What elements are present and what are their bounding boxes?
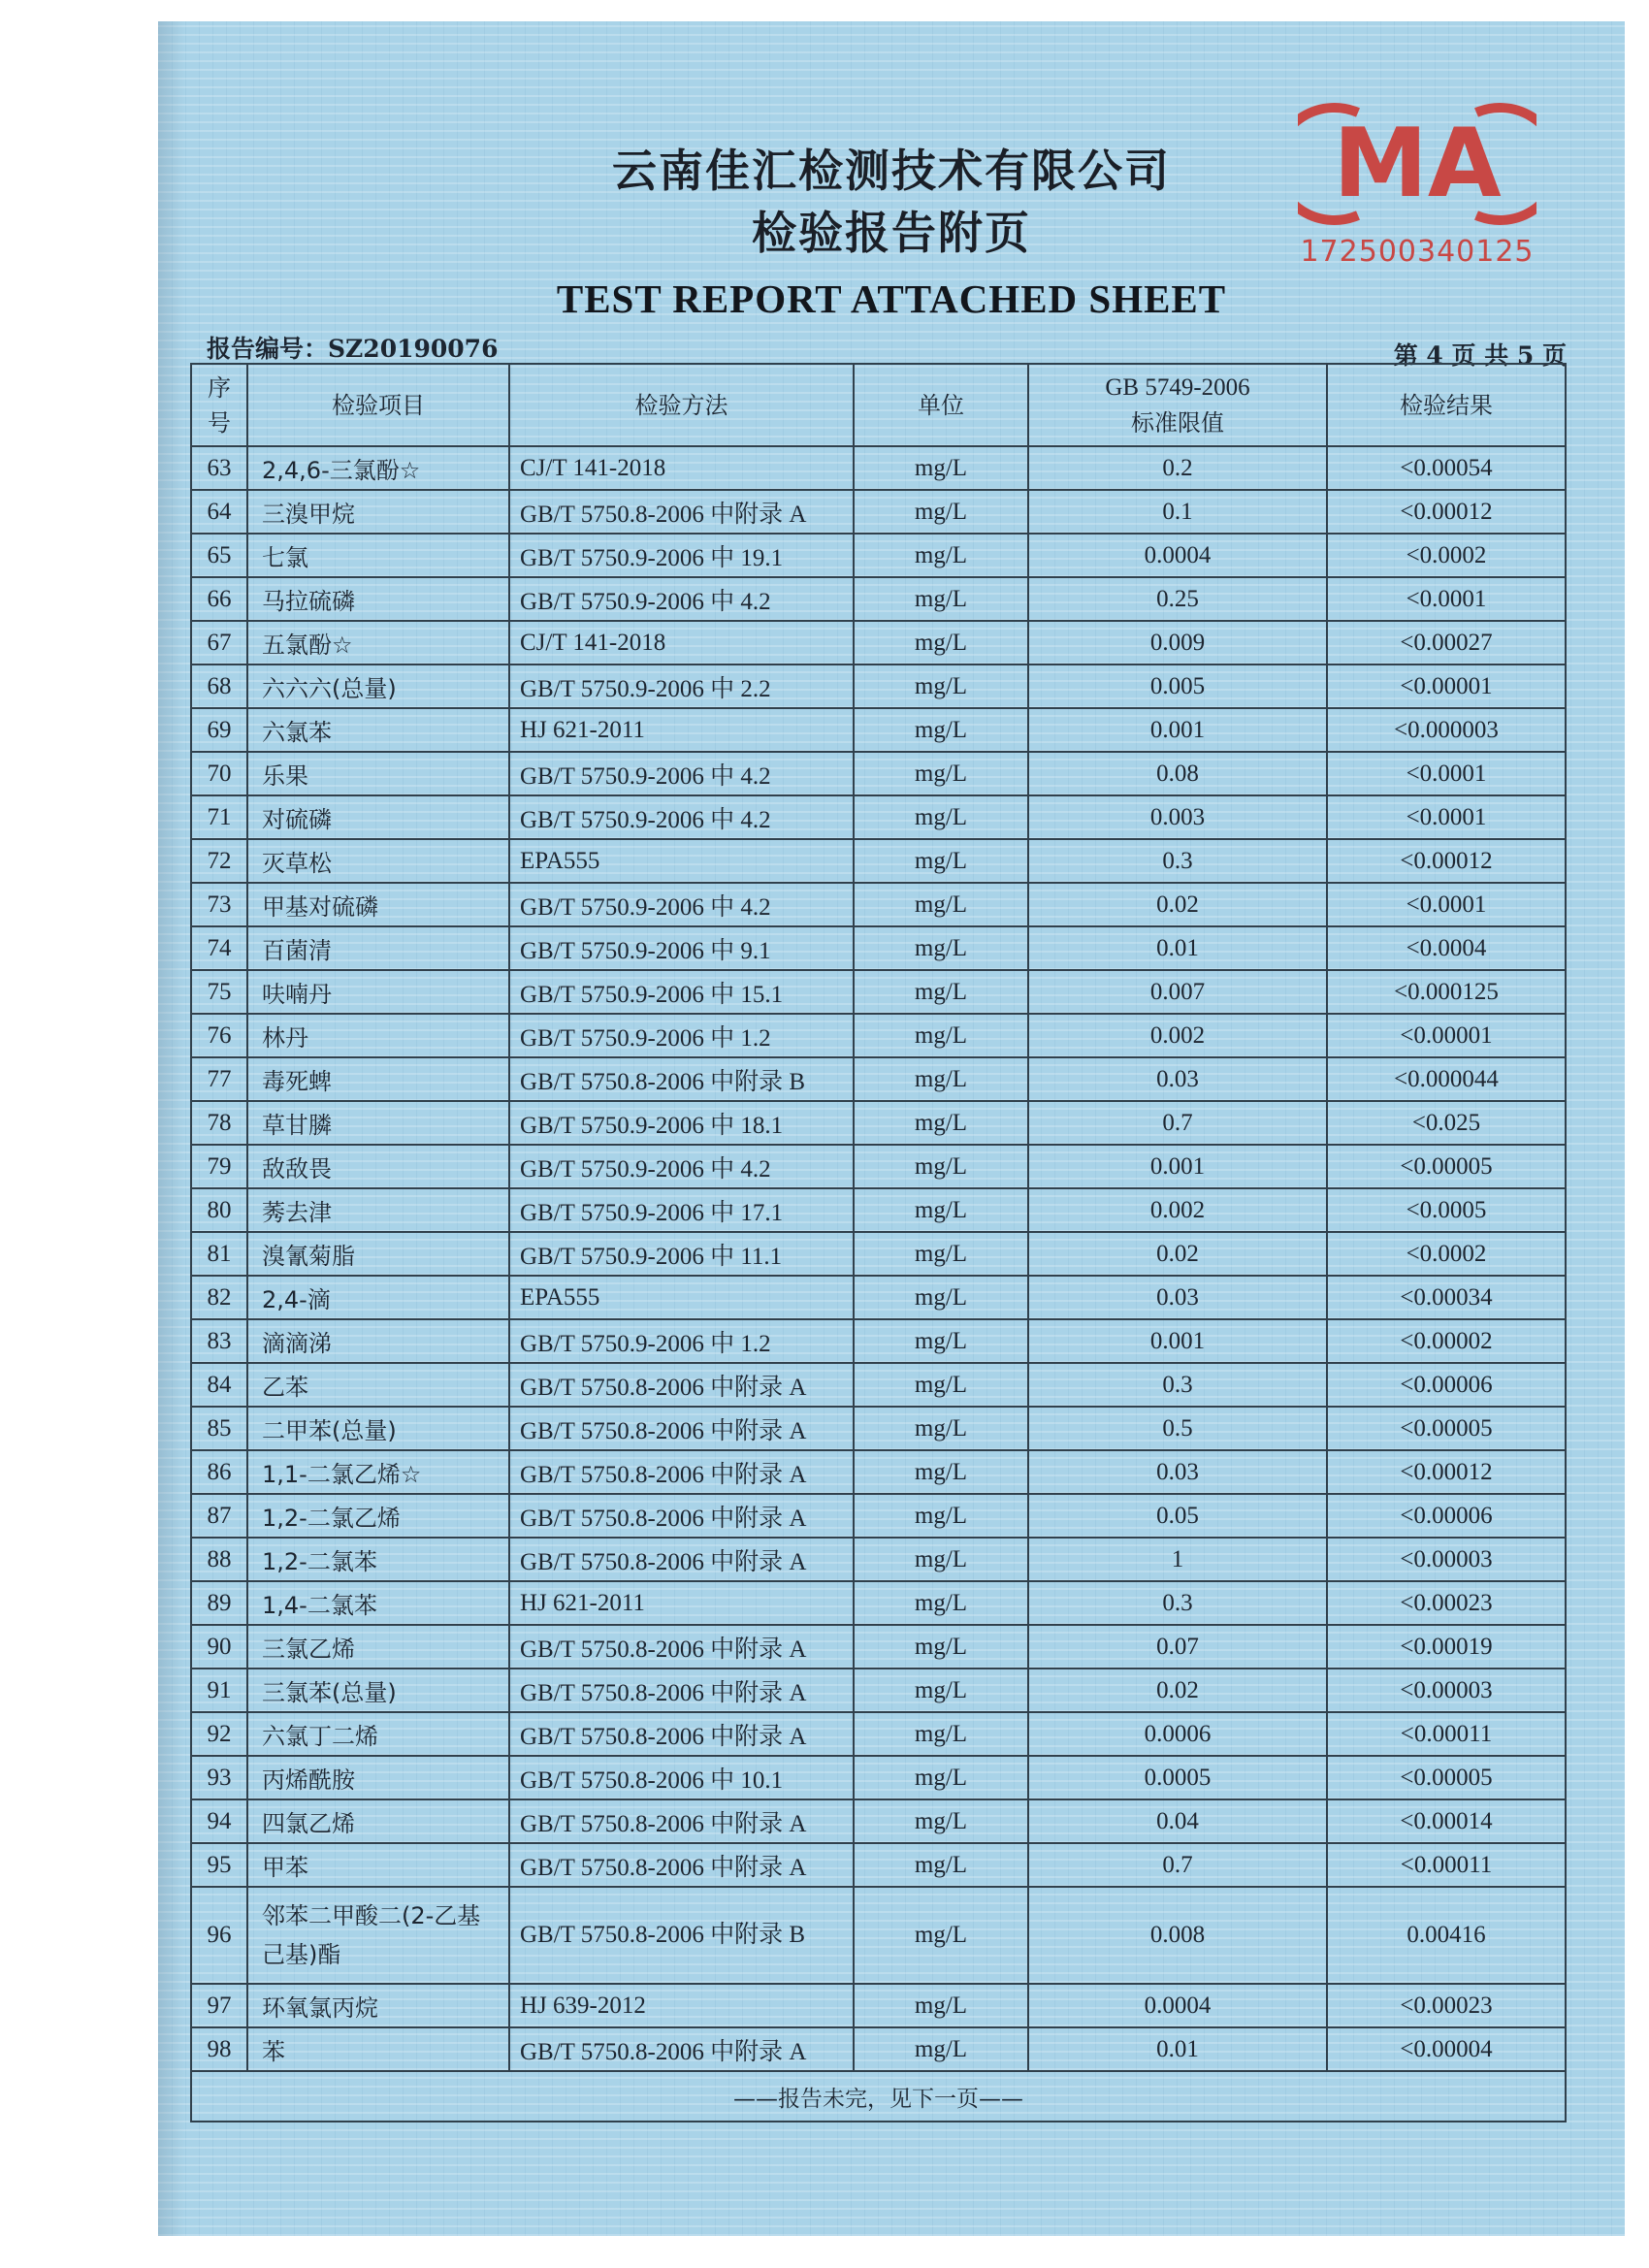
row-unit: mg/L <box>854 708 1028 752</box>
row-result: <0.00003 <box>1327 1538 1566 1581</box>
row-unit: mg/L <box>854 1843 1028 1887</box>
row-item: 灭草松 <box>247 839 509 883</box>
table-row <box>191 839 1566 883</box>
row-unit: mg/L <box>854 2027 1028 2071</box>
row-item: 五氯酚☆ <box>247 621 509 664</box>
header-item: 检验项目 <box>247 364 509 446</box>
row-result: <0.00006 <box>1327 1494 1566 1538</box>
row-limit: 0.5 <box>1028 1407 1327 1450</box>
row-method: GB/T 5750.9-2006 中 4.2 <box>509 883 854 926</box>
row-index: 93 <box>191 1756 247 1799</box>
row-result: <0.00023 <box>1327 1581 1566 1625</box>
row-method: GB/T 5750.9-2006 中 2.2 <box>509 664 854 708</box>
row-result: <0.00011 <box>1327 1843 1566 1887</box>
row-unit: mg/L <box>854 1145 1028 1188</box>
header-index <box>191 364 247 446</box>
row-method: CJ/T 141-2018 <box>509 621 854 664</box>
table-row <box>191 1538 1566 1581</box>
page-indicator: 第 4 页 共 5 页 <box>1393 341 1567 370</box>
row-index: 66 <box>191 577 247 621</box>
row-index: 63 <box>191 446 247 490</box>
row-item: 呋喃丹 <box>247 970 509 1014</box>
row-limit: 0.0004 <box>1028 1984 1327 2027</box>
row-unit: mg/L <box>854 883 1028 926</box>
row-item: 三氯苯(总量) <box>247 1669 509 1712</box>
row-result: <0.00054 <box>1327 446 1566 490</box>
row-result: <0.0004 <box>1327 926 1566 970</box>
row-unit: mg/L <box>854 1319 1028 1363</box>
row-method: GB/T 5750.8-2006 中附录 A <box>509 1799 854 1843</box>
row-index: 81 <box>191 1232 247 1276</box>
row-result: <0.0001 <box>1327 883 1566 926</box>
results-table <box>190 363 1567 2122</box>
row-unit: mg/L <box>854 534 1028 577</box>
cma-logo-letters: MA <box>1333 109 1502 219</box>
report-subtitle: 检验报告附页 <box>752 207 1031 259</box>
row-unit: mg/L <box>854 1407 1028 1450</box>
row-item: 溴氰菊脂 <box>247 1232 509 1276</box>
header-index-line1: 序 <box>208 373 231 402</box>
row-item: 甲基对硫磷 <box>247 883 509 926</box>
row-index: 82 <box>191 1276 247 1319</box>
table-row <box>191 1887 1566 1984</box>
row-result: <0.00012 <box>1327 490 1566 534</box>
table-row <box>191 534 1566 577</box>
table-row <box>191 2027 1566 2071</box>
row-result: <0.025 <box>1327 1101 1566 1145</box>
row-method: GB/T 5750.8-2006 中附录 A <box>509 1494 854 1538</box>
row-item: 乐果 <box>247 752 509 795</box>
row-index: 74 <box>191 926 247 970</box>
row-limit: 0.0004 <box>1028 534 1327 577</box>
row-method: GB/T 5750.9-2006 中 9.1 <box>509 926 854 970</box>
row-index: 69 <box>191 708 247 752</box>
table-row <box>191 1843 1566 1887</box>
row-limit: 0.2 <box>1028 446 1327 490</box>
row-limit: 0.07 <box>1028 1625 1327 1669</box>
row-result: <0.00014 <box>1327 1799 1566 1843</box>
row-unit: mg/L <box>854 446 1028 490</box>
row-result: <0.00001 <box>1327 1014 1566 1057</box>
row-limit: 0.03 <box>1028 1276 1327 1319</box>
table-row <box>191 1363 1566 1407</box>
row-method: CJ/T 141-2018 <box>509 446 854 490</box>
row-index: 79 <box>191 1145 247 1188</box>
table-row <box>191 1188 1566 1232</box>
row-limit: 0.01 <box>1028 2027 1327 2071</box>
row-unit: mg/L <box>854 577 1028 621</box>
row-unit: mg/L <box>854 752 1028 795</box>
row-limit: 0.3 <box>1028 1363 1327 1407</box>
row-index: 78 <box>191 1101 247 1145</box>
row-item: 环氧氯丙烷 <box>247 1984 509 2027</box>
cma-number: 172500340125 <box>1300 235 1535 269</box>
row-method: GB/T 5750.9-2006 中 15.1 <box>509 970 854 1014</box>
row-unit: mg/L <box>854 1276 1028 1319</box>
row-unit: mg/L <box>854 926 1028 970</box>
table-row <box>191 970 1566 1014</box>
row-unit: mg/L <box>854 1188 1028 1232</box>
row-index: 64 <box>191 490 247 534</box>
row-unit: mg/L <box>854 1450 1028 1494</box>
table-row <box>191 664 1566 708</box>
row-limit: 0.003 <box>1028 795 1327 839</box>
row-method: GB/T 5750.9-2006 中 4.2 <box>509 1145 854 1188</box>
row-result: <0.00012 <box>1327 839 1566 883</box>
row-index: 83 <box>191 1319 247 1363</box>
row-limit: 0.7 <box>1028 1101 1327 1145</box>
table-row <box>191 1450 1566 1494</box>
table-row <box>191 1494 1566 1538</box>
row-item: 1,4-二氯苯 <box>247 1581 509 1625</box>
table-row <box>191 1232 1566 1276</box>
row-limit: 0.008 <box>1028 1887 1327 1984</box>
table-row <box>191 883 1566 926</box>
row-limit: 0.009 <box>1028 621 1327 664</box>
row-unit: mg/L <box>854 664 1028 708</box>
row-method: HJ 621-2011 <box>509 708 854 752</box>
row-item: 邻苯二甲酸二(2-乙基己基)酯 <box>247 1887 509 1984</box>
row-unit: mg/L <box>854 621 1028 664</box>
table-row <box>191 1669 1566 1712</box>
row-item: 莠去津 <box>247 1188 509 1232</box>
row-limit: 0.001 <box>1028 1145 1327 1188</box>
row-method: GB/T 5750.8-2006 中附录 B <box>509 1887 854 1984</box>
table-row <box>191 1581 1566 1625</box>
table-row <box>191 1101 1566 1145</box>
row-limit: 0.005 <box>1028 664 1327 708</box>
row-result: <0.00006 <box>1327 1363 1566 1407</box>
header-result: 检验结果 <box>1327 364 1566 446</box>
cma-seal-icon <box>1298 101 1536 227</box>
row-item: 1,2-二氯乙烯 <box>247 1494 509 1538</box>
report-sheet <box>158 21 1625 2236</box>
row-item: 1,1-二氯乙烯☆ <box>247 1450 509 1494</box>
row-limit: 0.01 <box>1028 926 1327 970</box>
row-item: 2,4,6-三氯酚☆ <box>247 446 509 490</box>
table-footer-row <box>191 2071 1566 2122</box>
row-limit: 0.02 <box>1028 1669 1327 1712</box>
row-index: 67 <box>191 621 247 664</box>
row-unit: mg/L <box>854 795 1028 839</box>
table-row <box>191 446 1566 490</box>
row-limit: 0.1 <box>1028 490 1327 534</box>
row-item: 毒死蜱 <box>247 1057 509 1101</box>
table-row <box>191 752 1566 795</box>
header-limit <box>1028 364 1327 446</box>
row-item: 2,4-滴 <box>247 1276 509 1319</box>
row-index: 98 <box>191 2027 247 2071</box>
row-method: HJ 621-2011 <box>509 1581 854 1625</box>
row-item: 马拉硫磷 <box>247 577 509 621</box>
row-limit: 0.002 <box>1028 1014 1327 1057</box>
row-item: 七氯 <box>247 534 509 577</box>
row-unit: mg/L <box>854 1494 1028 1538</box>
table-row <box>191 926 1566 970</box>
row-index: 77 <box>191 1057 247 1101</box>
row-method: GB/T 5750.8-2006 中附录 A <box>509 490 854 534</box>
row-unit: mg/L <box>854 1756 1028 1799</box>
row-index: 89 <box>191 1581 247 1625</box>
row-item: 苯 <box>247 2027 509 2071</box>
row-method: GB/T 5750.9-2006 中 19.1 <box>509 534 854 577</box>
row-limit: 0.0006 <box>1028 1712 1327 1756</box>
row-unit: mg/L <box>854 1799 1028 1843</box>
row-unit: mg/L <box>854 1625 1028 1669</box>
row-limit: 0.02 <box>1028 883 1327 926</box>
table-row <box>191 1984 1566 2027</box>
row-index: 70 <box>191 752 247 795</box>
row-result: <0.000003 <box>1327 708 1566 752</box>
row-limit: 0.0005 <box>1028 1756 1327 1799</box>
header-method: 检验方法 <box>509 364 854 446</box>
table-row <box>191 1625 1566 1669</box>
row-index: 87 <box>191 1494 247 1538</box>
row-method: EPA555 <box>509 839 854 883</box>
row-unit: mg/L <box>854 1538 1028 1581</box>
row-item: 四氯乙烯 <box>247 1799 509 1843</box>
row-method: HJ 639-2012 <box>509 1984 854 2027</box>
row-unit: mg/L <box>854 1984 1028 2027</box>
row-method: GB/T 5750.8-2006 中附录 A <box>509 1363 854 1407</box>
row-method: GB/T 5750.9-2006 中 4.2 <box>509 795 854 839</box>
table-row <box>191 1319 1566 1363</box>
row-unit: mg/L <box>854 1057 1028 1101</box>
row-method: GB/T 5750.9-2006 中 11.1 <box>509 1232 854 1276</box>
row-item: 草甘膦 <box>247 1101 509 1145</box>
row-method: GB/T 5750.8-2006 中附录 A <box>509 2027 854 2071</box>
row-limit: 0.04 <box>1028 1799 1327 1843</box>
row-unit: mg/L <box>854 1669 1028 1712</box>
row-result: <0.00005 <box>1327 1145 1566 1188</box>
row-limit: 0.001 <box>1028 1319 1327 1363</box>
row-limit: 0.03 <box>1028 1057 1327 1101</box>
row-item: 1,2-二氯苯 <box>247 1538 509 1581</box>
row-index: 75 <box>191 970 247 1014</box>
row-item: 百菌清 <box>247 926 509 970</box>
row-unit: mg/L <box>854 1712 1028 1756</box>
row-index: 71 <box>191 795 247 839</box>
row-unit: mg/L <box>854 1581 1028 1625</box>
row-item: 六氯丁二烯 <box>247 1712 509 1756</box>
row-index: 68 <box>191 664 247 708</box>
row-result: <0.00012 <box>1327 1450 1566 1494</box>
row-method: GB/T 5750.8-2006 中附录 A <box>509 1843 854 1887</box>
row-index: 76 <box>191 1014 247 1057</box>
row-item: 三氯乙烯 <box>247 1625 509 1669</box>
row-result: <0.00027 <box>1327 621 1566 664</box>
row-item: 二甲苯(总量) <box>247 1407 509 1450</box>
row-item: 甲苯 <box>247 1843 509 1887</box>
row-index: 94 <box>191 1799 247 1843</box>
row-result: 0.00416 <box>1327 1887 1566 1984</box>
row-limit: 0.08 <box>1028 752 1327 795</box>
row-method: GB/T 5750.9-2006 中 4.2 <box>509 752 854 795</box>
row-unit: mg/L <box>854 1014 1028 1057</box>
header-limit-line1: GB 5749-2006 <box>1105 374 1250 401</box>
row-method: EPA555 <box>509 1276 854 1319</box>
row-unit: mg/L <box>854 1101 1028 1145</box>
row-limit: 0.3 <box>1028 839 1327 883</box>
row-item: 乙苯 <box>247 1363 509 1407</box>
row-index: 73 <box>191 883 247 926</box>
row-result: <0.00005 <box>1327 1407 1566 1450</box>
table-row <box>191 1712 1566 1756</box>
row-item: 林丹 <box>247 1014 509 1057</box>
row-index: 91 <box>191 1669 247 1712</box>
row-limit: 0.25 <box>1028 577 1327 621</box>
binding-shadow <box>158 21 185 2236</box>
row-method: GB/T 5750.9-2006 中 4.2 <box>509 577 854 621</box>
row-item: 对硫磷 <box>247 795 509 839</box>
english-title: TEST REPORT ATTACHED SHEET <box>556 276 1227 321</box>
row-unit: mg/L <box>854 839 1028 883</box>
row-index: 96 <box>191 1887 247 1984</box>
row-method: GB/T 5750.8-2006 中附录 A <box>509 1538 854 1581</box>
row-result: <0.00011 <box>1327 1712 1566 1756</box>
table-row <box>191 1057 1566 1101</box>
table-header-row <box>191 364 1566 446</box>
row-result: <0.00019 <box>1327 1625 1566 1669</box>
row-result: <0.00005 <box>1327 1756 1566 1799</box>
row-unit: mg/L <box>854 490 1028 534</box>
row-item: 滴滴涕 <box>247 1319 509 1363</box>
row-item: 六氯苯 <box>247 708 509 752</box>
row-method: GB/T 5750.9-2006 中 17.1 <box>509 1188 854 1232</box>
row-item: 六六六(总量) <box>247 664 509 708</box>
company-name: 云南佳汇检测技术有限公司 <box>612 145 1171 197</box>
row-limit: 1 <box>1028 1538 1327 1581</box>
table-row <box>191 621 1566 664</box>
row-unit: mg/L <box>854 970 1028 1014</box>
header-index-line2: 号 <box>208 408 231 437</box>
row-index: 88 <box>191 1538 247 1581</box>
row-item: 三溴甲烷 <box>247 490 509 534</box>
row-method: GB/T 5750.8-2006 中附录 A <box>509 1712 854 1756</box>
table-row <box>191 1799 1566 1843</box>
row-index: 97 <box>191 1984 247 2027</box>
table-row <box>191 1407 1566 1450</box>
table-row <box>191 1014 1566 1057</box>
row-result: <0.0001 <box>1327 577 1566 621</box>
table-row <box>191 1145 1566 1188</box>
table-row <box>191 1756 1566 1799</box>
row-limit: 0.007 <box>1028 970 1327 1014</box>
row-result: <0.0005 <box>1327 1188 1566 1232</box>
row-method: GB/T 5750.9-2006 中 1.2 <box>509 1319 854 1363</box>
table-row <box>191 795 1566 839</box>
row-index: 90 <box>191 1625 247 1669</box>
row-limit: 0.002 <box>1028 1188 1327 1232</box>
row-method: GB/T 5750.8-2006 中附录 A <box>509 1669 854 1712</box>
table-row <box>191 1276 1566 1319</box>
row-result: <0.0001 <box>1327 752 1566 795</box>
row-index: 72 <box>191 839 247 883</box>
row-method: GB/T 5750.8-2006 中附录 B <box>509 1057 854 1101</box>
table-row <box>191 708 1566 752</box>
continued-note: ——报告未完，见下一页—— <box>191 2071 1566 2122</box>
row-result: <0.00003 <box>1327 1669 1566 1712</box>
row-index: 86 <box>191 1450 247 1494</box>
row-result: <0.00001 <box>1327 664 1566 708</box>
row-method: GB/T 5750.8-2006 中 10.1 <box>509 1756 854 1799</box>
row-method: GB/T 5750.8-2006 中附录 A <box>509 1450 854 1494</box>
row-result: <0.000044 <box>1327 1057 1566 1101</box>
row-result: <0.000125 <box>1327 970 1566 1014</box>
row-index: 92 <box>191 1712 247 1756</box>
header-unit: 单位 <box>854 364 1028 446</box>
row-index: 80 <box>191 1188 247 1232</box>
row-method: GB/T 5750.8-2006 中附录 A <box>509 1625 854 1669</box>
table-row <box>191 577 1566 621</box>
row-limit: 0.001 <box>1028 708 1327 752</box>
row-result: <0.00002 <box>1327 1319 1566 1363</box>
row-result: <0.0002 <box>1327 1232 1566 1276</box>
row-result: <0.0001 <box>1327 795 1566 839</box>
row-method: GB/T 5750.9-2006 中 1.2 <box>509 1014 854 1057</box>
row-method: GB/T 5750.9-2006 中 18.1 <box>509 1101 854 1145</box>
report-number: 报告编号：SZ20190076 <box>207 335 499 363</box>
row-unit: mg/L <box>854 1887 1028 1984</box>
row-index: 85 <box>191 1407 247 1450</box>
row-index: 65 <box>191 534 247 577</box>
row-item: 丙烯酰胺 <box>247 1756 509 1799</box>
row-item: 敌敌畏 <box>247 1145 509 1188</box>
row-result: <0.00004 <box>1327 2027 1566 2071</box>
row-index: 84 <box>191 1363 247 1407</box>
row-method: GB/T 5750.8-2006 中附录 A <box>509 1407 854 1450</box>
row-index: 95 <box>191 1843 247 1887</box>
table-row <box>191 490 1566 534</box>
row-limit: 0.3 <box>1028 1581 1327 1625</box>
header-limit-line2: 标准限值 <box>1131 409 1224 437</box>
row-result: <0.0002 <box>1327 534 1566 577</box>
row-limit: 0.05 <box>1028 1494 1327 1538</box>
row-limit: 0.02 <box>1028 1232 1327 1276</box>
row-result: <0.00023 <box>1327 1984 1566 2027</box>
row-limit: 0.7 <box>1028 1843 1327 1887</box>
row-unit: mg/L <box>854 1363 1028 1407</box>
row-result: <0.00034 <box>1327 1276 1566 1319</box>
row-limit: 0.03 <box>1028 1450 1327 1494</box>
row-unit: mg/L <box>854 1232 1028 1276</box>
